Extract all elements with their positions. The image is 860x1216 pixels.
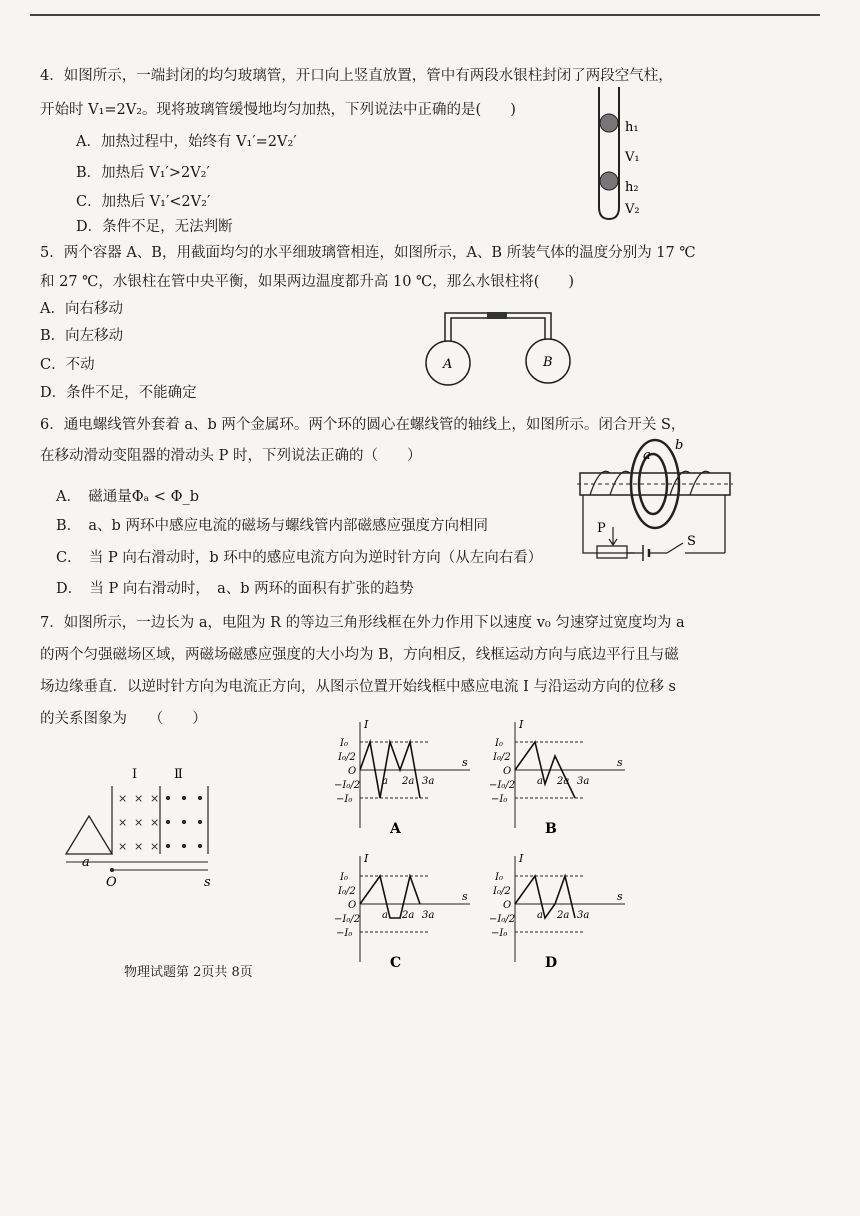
origin-label: O [348,900,357,911]
q7-figure-fields [62,762,232,890]
svg-text:×: × [134,816,144,829]
tick-neg-i0: −I₀ [336,794,353,805]
graph-label: C [390,955,402,971]
q6-label-p: P [597,521,606,536]
svg-text:×: × [118,840,128,853]
tick-neg-i0-half: −I₀/2 [334,914,361,925]
q5-option-a: A．向右移动 [40,301,123,317]
axis-i-label: I [519,852,524,865]
q7-axis-a: a [82,855,90,870]
origin-label: O [348,766,357,777]
q6-label-b: b [675,438,684,453]
q4-text-line1: 4．如图所示，一端封闭的均匀玻璃管，开口向上竖直放置，管中有两段水银柱封闭了两段空气柱， [40,68,673,84]
q7-text-line3: 场边缘垂直．以逆时针方向为电流正方向，从图示位置开始线框中感应电流 I 与沿运动方向的位移 s [40,679,676,695]
origin-label: O [503,900,512,911]
tick-2a: 2a [402,776,415,787]
q5-text-line1: 5．两个容器 A、B，用截面均匀的水平细玻璃管相连，如图所示，A、B 所装气体的温度分别为 17 ℃ [40,245,696,261]
tick-i0-half: I₀/2 [338,886,356,897]
tick-i0-half: I₀/2 [493,752,511,763]
origin-label: O [503,766,512,777]
tick-neg-i0-half: −I₀/2 [334,780,361,791]
page-footer: 物理试题第 2页共 8页 [124,965,253,980]
graph-option-a [330,718,480,838]
q6-label-a: a [643,448,651,463]
axis-s-label: s [462,756,468,769]
q4-label-v1: V₁ [625,150,640,165]
axis-s-label: s [462,890,468,903]
q7-region1-label: Ⅰ [132,767,138,782]
q5-label-b: B [543,355,553,370]
q4-option-b: B．加热后 V₁′>2V₂′ [76,165,210,181]
q6-option-b: B． a、b 两环中感应电流的磁场与螺线管内部磁感应强度方向相同 [56,518,488,534]
q7-field-dot-marks [166,796,202,848]
tick-i0: I₀ [340,872,348,883]
q7-axis-s: s [204,875,211,890]
q4-label-v2: V₂ [625,202,640,217]
axis-s-label: s [617,756,623,769]
tick-1a: a [382,776,388,787]
graph-label: B [545,821,557,837]
q7-field-cross-marks [118,792,159,853]
q7-text-line2: 的两个匀强磁场区域，两磁场磁感应强度的大小均为 B，方向相反，线框运动方向与底边平行且与磁 [40,647,679,663]
tick-3a: 3a [577,910,590,921]
q6-figure-solenoid [575,435,735,565]
tick-2a: 2a [557,776,570,787]
tick-i0: I₀ [495,872,503,883]
top-border [30,14,820,16]
svg-text:×: × [118,792,128,805]
graph-label: D [545,955,558,971]
q5-option-c: C．不动 [40,357,95,373]
svg-text:×: × [150,816,160,829]
q4-option-c: C．加热后 V₁′<2V₂′ [76,194,211,210]
q5-option-b: B．向左移动 [40,328,124,344]
graph-option-c [330,852,480,972]
q6-option-a: A． 磁通量Φₐ < Φ_b [56,489,199,505]
q5-label-a: A [443,357,453,372]
tick-3a: 3a [577,776,590,787]
tick-neg-i0: −I₀ [491,928,508,939]
tick-3a: 3a [422,776,435,787]
svg-text:×: × [118,816,128,829]
tick-2a: 2a [557,910,570,921]
tick-neg-i0: −I₀ [491,794,508,805]
q6-option-c: C． 当 P 向右滑动时，b 环中的感应电流方向为逆时针方向（从左向右看） [56,550,543,566]
axis-i-label: I [364,852,369,865]
svg-text:×: × [150,840,160,853]
tick-1a: a [537,776,543,787]
q6-text-line1: 6．通电螺线管外套着 a、b 两个金属环。两个环的圆心在螺线管的轴线上，如图所示。闭合开关 S， [40,417,686,433]
q7-text-line1: 7．如图所示，一边长为 a，电阻为 R 的等边三角形线框在外力作用下以速度 v₀ 匀速穿过宽度均为 a [40,615,685,631]
tick-i0-half: I₀/2 [338,752,356,763]
tick-i0: I₀ [340,738,348,749]
tick-neg-i0-half: −I₀/2 [489,780,516,791]
graph-option-d [485,852,635,972]
graph-option-b [485,718,635,838]
axis-i-label: I [519,718,524,731]
svg-text:×: × [134,792,144,805]
tick-2a: 2a [402,910,415,921]
tick-i0: I₀ [495,738,503,749]
svg-text:×: × [134,840,144,853]
q7-region2-label: Ⅱ [174,767,183,782]
q6-text-line2: 在移动滑动变阻器的滑动头 P 时，下列说法正确的（ ） [40,448,422,464]
axis-i-label: I [364,718,369,731]
graph-label: A [390,821,401,837]
q4-option-a: A．加热过程中，始终有 V₁′=2V₂′ [76,134,297,150]
q5-option-d: D．条件不足，不能确定 [40,385,197,401]
q7-axis-o: O [106,875,117,890]
q5-text-line2: 和 27 ℃，水银柱在管中央平衡，如果两边温度都升高 10 ℃，那么水银柱将( ) [40,274,575,290]
q4-label-h1: h₁ [625,120,639,135]
svg-text:×: × [150,792,160,805]
tick-neg-i0-half: −I₀/2 [489,914,516,925]
q4-option-d: D．条件不足，无法判断 [76,219,233,235]
tick-3a: 3a [422,910,435,921]
q5-figure-containers [415,305,585,390]
tick-1a: a [537,910,543,921]
axis-s-label: s [617,890,623,903]
q4-label-h2: h₂ [625,180,639,195]
q4-figure-tube [585,85,665,225]
q6-label-s: S [687,534,696,549]
q4-text-line2: 开始时 V₁=2V₂。现将玻璃管缓慢地均匀加热，下列说法中正确的是( ) [40,102,516,118]
tick-neg-i0: −I₀ [336,928,353,939]
tick-1a: a [382,910,388,921]
q7-text-line4: 的关系图象为 （ ） [40,711,207,727]
tick-i0-half: I₀/2 [493,886,511,897]
q6-option-d: D． 当 P 向右滑动时， a、b 两环的面积有扩张的趋势 [56,581,414,597]
